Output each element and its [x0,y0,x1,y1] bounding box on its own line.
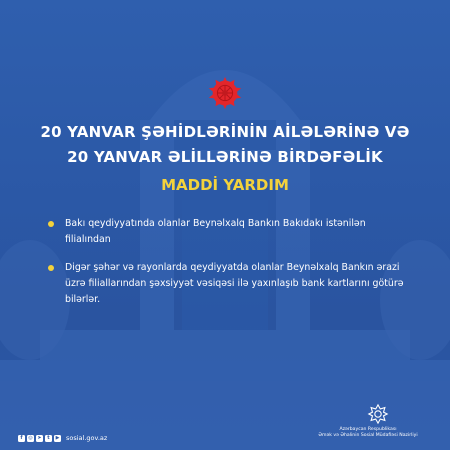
ministry-line-2: Əmək və Əhalinin Sosial Müdafiəsi Nazirliyi [318,433,418,438]
ministry-emblem-icon [367,403,389,425]
ministry-line-1: Azərbaycan Respublikası [339,427,397,432]
page-title [0,120,450,170]
footer-social [18,433,107,443]
telegram-icon[interactable]: ➤ [37,434,42,441]
bullet-list [48,216,408,320]
title-line-2: 20 YANVAR ƏLİLLƏRİNƏ BİRDƏFƏLİK [67,148,383,166]
list-item [48,260,408,308]
title-line-1: 20 YANVAR ŞƏHİDLƏRİNİN AİLƏLƏRİNƏ VƏ [40,123,410,141]
bullet-text: Digər şəhər və rayonlarda qeydiyyatda olanlar Beynəlxalq Bankın ərazi üzrə filiallarından şəxsiyyət vəsiqəsi ilə yaxınlaşıb bank kartlarını götürə bilərlər. [65,262,404,305]
ministry-name [298,427,438,439]
list-item [48,216,408,248]
website-link[interactable]: sosial.gov.az [66,434,108,442]
youtube-icon[interactable]: ▶ [55,434,60,441]
twitter-icon[interactable]: t [45,435,52,442]
subtitle: MADDİ YARDIM [161,176,289,194]
bullet-text: Bakı qeydiyyatında olanlar Beynəlxalq Bankın Bakıdakı istənilən filialından [65,218,366,245]
instagram-icon[interactable]: ◎ [28,434,33,441]
carnation-icon [206,74,244,112]
bullet-dot-icon [48,265,54,271]
bullet-dot-icon [48,221,54,227]
facebook-icon[interactable]: f [18,435,25,442]
